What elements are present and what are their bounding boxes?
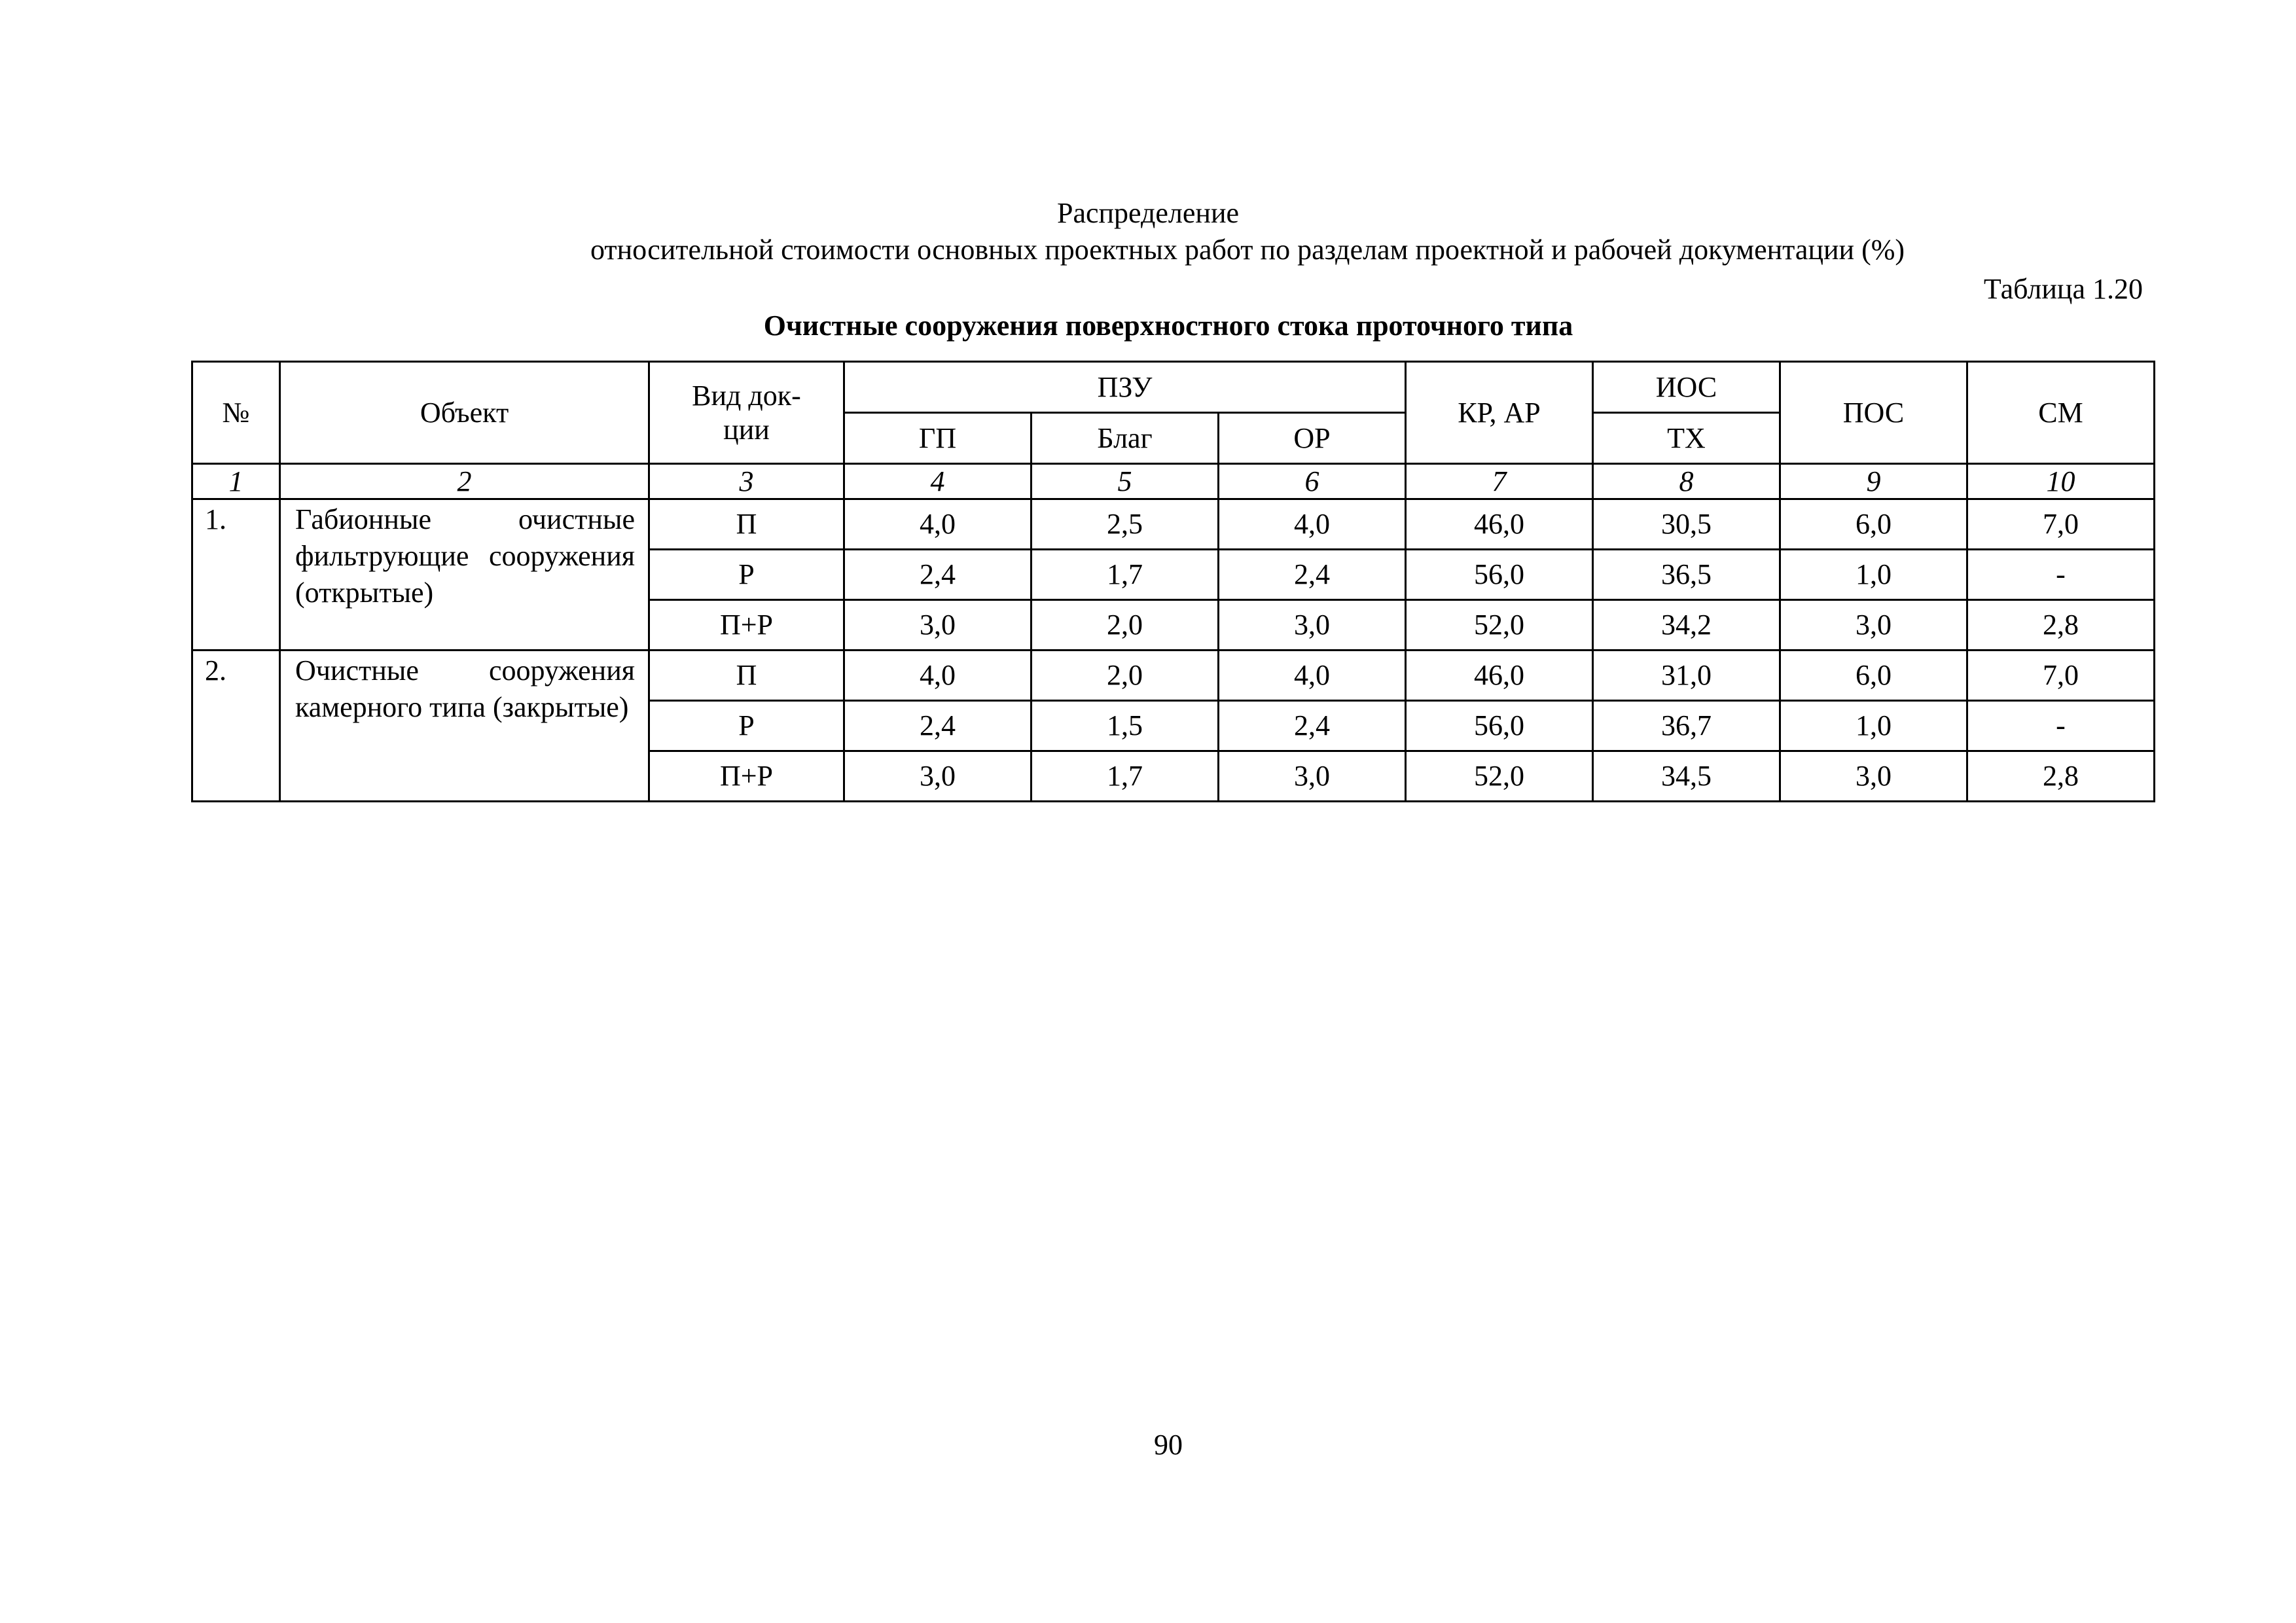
column-index: 4 — [844, 464, 1031, 499]
header-row-1 — [192, 362, 2155, 413]
value-cell: 46,0 — [1406, 499, 1593, 550]
value-cell: 2,0 — [1031, 651, 1219, 701]
value-cell: 56,0 — [1406, 701, 1593, 751]
value-cell: 46,0 — [1406, 651, 1593, 701]
column-index: 10 — [1967, 464, 2155, 499]
row-number: 2. — [192, 651, 280, 802]
value-cell: 2,5 — [1031, 499, 1219, 550]
header-or: ОР — [1219, 413, 1406, 464]
cost-distribution-table — [191, 361, 2155, 802]
value-cell: 4,0 — [1219, 651, 1406, 701]
value-cell: 3,0 — [844, 600, 1031, 651]
value-cell: - — [1967, 550, 2155, 600]
value-cell: 36,5 — [1593, 550, 1780, 600]
value-cell: 4,0 — [844, 499, 1031, 550]
column-index: 5 — [1031, 464, 1219, 499]
value-cell: 3,0 — [1219, 751, 1406, 802]
column-index: 8 — [1593, 464, 1780, 499]
value-cell: 1,7 — [1031, 550, 1219, 600]
value-cell: 34,5 — [1593, 751, 1780, 802]
doc-type-cell: П — [649, 499, 844, 550]
value-cell: 1,7 — [1031, 751, 1219, 802]
table-label: Таблица 1.20 — [1983, 273, 2143, 305]
value-cell: 52,0 — [1406, 600, 1593, 651]
value-cell: 2,4 — [1219, 550, 1406, 600]
column-index: 9 — [1780, 464, 1967, 499]
object-name: Очистные сооружения камерного типа (закрытые) — [280, 651, 649, 802]
column-index: 6 — [1219, 464, 1406, 499]
value-cell: 2,4 — [844, 550, 1031, 600]
header-ios: ИОС — [1593, 362, 1780, 413]
value-cell: 3,0 — [1780, 751, 1967, 802]
value-cell: 30,5 — [1593, 499, 1780, 550]
header-pzu: ПЗУ — [844, 362, 1406, 413]
value-cell: 3,0 — [1780, 600, 1967, 651]
value-cell: 6,0 — [1780, 651, 1967, 701]
doc-type-cell: П+Р — [649, 600, 844, 651]
value-cell: 2,8 — [1967, 751, 2155, 802]
value-cell: 31,0 — [1593, 651, 1780, 701]
value-cell: - — [1967, 701, 2155, 751]
value-cell: 4,0 — [1219, 499, 1406, 550]
doc-type-cell: П — [649, 651, 844, 701]
value-cell: 56,0 — [1406, 550, 1593, 600]
value-cell: 1,0 — [1780, 550, 1967, 600]
document-subheading: относительной стоимости основных проектных работ по разделам проектной и рабочей документации (%) — [590, 234, 1905, 266]
value-cell: 34,2 — [1593, 600, 1780, 651]
header-sm: СМ — [1967, 362, 2155, 464]
value-cell: 1,0 — [1780, 701, 1967, 751]
page-number: 90 — [1154, 1429, 1183, 1461]
value-cell: 52,0 — [1406, 751, 1593, 802]
value-cell: 36,7 — [1593, 701, 1780, 751]
doc-type-cell: П+Р — [649, 751, 844, 802]
header-tx: ТХ — [1593, 413, 1780, 464]
header-kr-ar: КР, АР — [1406, 362, 1593, 464]
value-cell: 2,0 — [1031, 600, 1219, 651]
header-num: № — [192, 362, 280, 464]
table-caption: Очистные сооружения поверхностного стока проточного типа — [763, 310, 1573, 342]
object-name: Габионные очистные фильтрующие сооружения (открытые) — [280, 499, 649, 651]
row-number: 1. — [192, 499, 280, 651]
column-index: 7 — [1406, 464, 1593, 499]
header-object: Объект — [280, 362, 649, 464]
value-cell: 3,0 — [844, 751, 1031, 802]
value-cell: 7,0 — [1967, 499, 2155, 550]
column-index: 3 — [649, 464, 844, 499]
table-row — [192, 499, 2155, 550]
column-index-row — [192, 464, 2155, 499]
value-cell: 2,4 — [844, 701, 1031, 751]
column-index: 1 — [192, 464, 280, 499]
value-cell: 6,0 — [1780, 499, 1967, 550]
value-cell: 4,0 — [844, 651, 1031, 701]
header-doc-type: Вид док-ции — [649, 362, 844, 464]
doc-type-cell: Р — [649, 550, 844, 600]
doc-type-cell: Р — [649, 701, 844, 751]
table-row — [192, 651, 2155, 701]
header-pos: ПОС — [1780, 362, 1967, 464]
header-gp: ГП — [844, 413, 1031, 464]
document-heading: Распределение — [1056, 197, 1240, 229]
value-cell: 2,8 — [1967, 600, 2155, 651]
value-cell: 7,0 — [1967, 651, 2155, 701]
header-blag: Благ — [1031, 413, 1219, 464]
value-cell: 1,5 — [1031, 701, 1219, 751]
column-index: 2 — [280, 464, 649, 499]
value-cell: 3,0 — [1219, 600, 1406, 651]
value-cell: 2,4 — [1219, 701, 1406, 751]
